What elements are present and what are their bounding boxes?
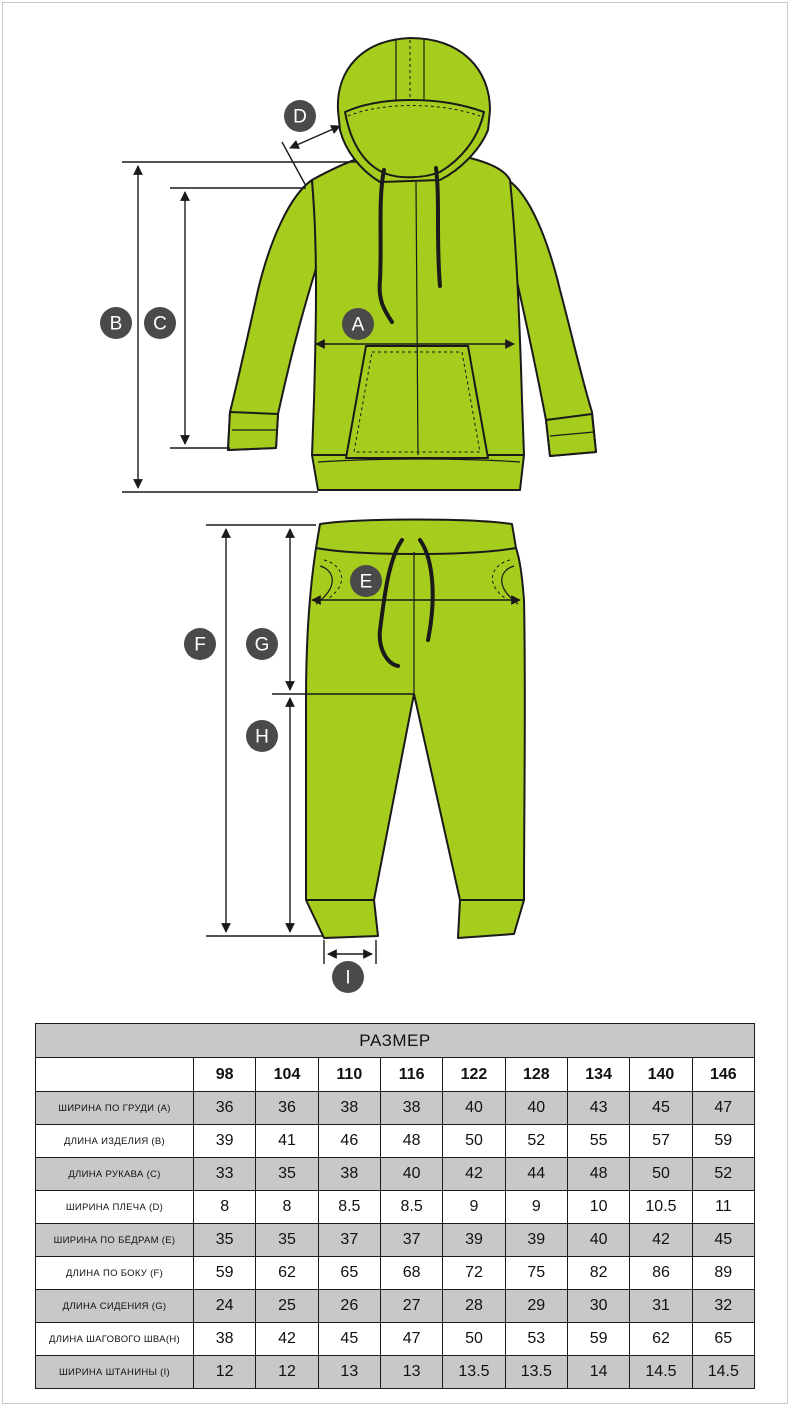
size-header-cell: 110 xyxy=(318,1058,380,1092)
svg-text:I: I xyxy=(345,967,351,989)
size-header-row xyxy=(36,1058,755,1092)
table-cell: 8.5 xyxy=(318,1191,380,1224)
table-cell: 40 xyxy=(567,1224,629,1257)
table-cell: 35 xyxy=(194,1224,256,1257)
row-label: ДЛИНА СИДЕНИЯ (G) xyxy=(36,1290,194,1323)
size-header-cell: 146 xyxy=(692,1058,754,1092)
size-header-cell: 122 xyxy=(443,1058,505,1092)
table-cell: 45 xyxy=(630,1092,692,1125)
table-cell: 10 xyxy=(567,1191,629,1224)
table-cell: 12 xyxy=(194,1356,256,1389)
svg-text:E: E xyxy=(359,571,373,593)
table-cell: 13 xyxy=(318,1356,380,1389)
table-cell: 38 xyxy=(318,1092,380,1125)
table-cell: 50 xyxy=(443,1323,505,1356)
table-cell: 50 xyxy=(630,1158,692,1191)
size-header-cell: 104 xyxy=(256,1058,318,1092)
table-cell: 13 xyxy=(380,1356,442,1389)
size-header-cell: 128 xyxy=(505,1058,567,1092)
table-cell: 59 xyxy=(567,1323,629,1356)
table-row xyxy=(36,1158,755,1191)
pants-right-cuff xyxy=(458,900,524,938)
row-label: ШИРИНА ПО ГРУДИ (A) xyxy=(36,1092,194,1125)
table-cell: 59 xyxy=(194,1257,256,1290)
size-header-cell: 116 xyxy=(380,1058,442,1092)
table-cell: 41 xyxy=(256,1125,318,1158)
row-label: ДЛИНА ПО БОКУ (F) xyxy=(36,1257,194,1290)
table-cell: 55 xyxy=(567,1125,629,1158)
table-cell: 38 xyxy=(318,1158,380,1191)
table-cell: 35 xyxy=(256,1224,318,1257)
hoodie-left-sleeve xyxy=(228,180,318,450)
svg-text:D: D xyxy=(293,106,307,128)
table-cell: 48 xyxy=(380,1125,442,1158)
table-cell: 27 xyxy=(380,1290,442,1323)
hoodie-right-cuff xyxy=(546,414,596,456)
table-cell: 9 xyxy=(505,1191,567,1224)
svg-text:F: F xyxy=(194,634,206,656)
table-cell: 35 xyxy=(256,1158,318,1191)
row-label: ДЛИНА РУКАВА (C) xyxy=(36,1158,194,1191)
svg-text:B: B xyxy=(109,313,123,335)
table-title-row xyxy=(36,1024,755,1058)
table-cell: 50 xyxy=(443,1125,505,1158)
table-cell: 46 xyxy=(318,1125,380,1158)
table-cell: 13.5 xyxy=(443,1356,505,1389)
table-cell: 44 xyxy=(505,1158,567,1191)
table-cell: 38 xyxy=(194,1323,256,1356)
header-blank-cell xyxy=(36,1058,194,1092)
marker-e xyxy=(350,565,382,597)
table-cell: 40 xyxy=(443,1092,505,1125)
table-cell: 24 xyxy=(194,1290,256,1323)
table-cell: 53 xyxy=(505,1323,567,1356)
table-cell: 65 xyxy=(318,1257,380,1290)
table-row xyxy=(36,1323,755,1356)
table-cell: 9 xyxy=(443,1191,505,1224)
table-cell: 32 xyxy=(692,1290,754,1323)
svg-text:G: G xyxy=(254,634,270,656)
table-cell: 37 xyxy=(318,1224,380,1257)
table-cell: 52 xyxy=(692,1158,754,1191)
table-row xyxy=(36,1290,755,1323)
table-cell: 38 xyxy=(380,1092,442,1125)
table-cell: 30 xyxy=(567,1290,629,1323)
marker-h xyxy=(246,720,278,752)
table-row xyxy=(36,1356,755,1389)
svg-text:A: A xyxy=(351,314,365,336)
table-cell: 13.5 xyxy=(505,1356,567,1389)
size-header-cell: 134 xyxy=(567,1058,629,1092)
size-table xyxy=(35,1023,755,1389)
marker-i xyxy=(332,961,364,993)
table-row xyxy=(36,1092,755,1125)
table-row xyxy=(36,1224,755,1257)
svg-text:C: C xyxy=(153,313,167,335)
size-header-cell: 140 xyxy=(630,1058,692,1092)
table-cell: 42 xyxy=(630,1224,692,1257)
table-cell: 59 xyxy=(692,1125,754,1158)
size-header-cell: 98 xyxy=(194,1058,256,1092)
table-cell: 42 xyxy=(256,1323,318,1356)
pants-body xyxy=(306,548,525,900)
row-label: ДЛИНА ИЗДЕЛИЯ (B) xyxy=(36,1125,194,1158)
hoodie-drawing xyxy=(228,38,596,490)
table-cell: 40 xyxy=(380,1158,442,1191)
table-cell: 11 xyxy=(692,1191,754,1224)
table-cell: 57 xyxy=(630,1125,692,1158)
table-cell: 33 xyxy=(194,1158,256,1191)
row-label: ДЛИНА ШАГОВОГО ШВА(H) xyxy=(36,1323,194,1356)
marker-f xyxy=(184,628,216,660)
table-cell: 28 xyxy=(443,1290,505,1323)
row-label: ШИРИНА ПЛЕЧА (D) xyxy=(36,1191,194,1224)
table-cell: 62 xyxy=(630,1323,692,1356)
table-cell: 14.5 xyxy=(692,1356,754,1389)
table-cell: 48 xyxy=(567,1158,629,1191)
marker-b xyxy=(100,307,132,339)
table-cell: 25 xyxy=(256,1290,318,1323)
table-cell: 36 xyxy=(256,1092,318,1125)
table-row xyxy=(36,1257,755,1290)
marker-a xyxy=(342,308,374,340)
table-cell: 62 xyxy=(256,1257,318,1290)
table-cell: 31 xyxy=(630,1290,692,1323)
marker-d xyxy=(284,100,316,132)
row-label: ШИРИНА ПО БЁДРАМ (E) xyxy=(36,1224,194,1257)
table-cell: 12 xyxy=(256,1356,318,1389)
table-cell: 65 xyxy=(692,1323,754,1356)
table-cell: 36 xyxy=(194,1092,256,1125)
table-cell: 8 xyxy=(194,1191,256,1224)
table-cell: 47 xyxy=(692,1092,754,1125)
table-cell: 86 xyxy=(630,1257,692,1290)
table-cell: 42 xyxy=(443,1158,505,1191)
table-cell: 47 xyxy=(380,1323,442,1356)
table-cell: 39 xyxy=(443,1224,505,1257)
pants-drawing xyxy=(306,520,525,939)
hoodie-left-cuff xyxy=(228,412,278,450)
table-cell: 37 xyxy=(380,1224,442,1257)
table-cell: 52 xyxy=(505,1125,567,1158)
table-cell: 82 xyxy=(567,1257,629,1290)
table-cell: 14 xyxy=(567,1356,629,1389)
table-cell: 10.5 xyxy=(630,1191,692,1224)
table-row xyxy=(36,1125,755,1158)
table-cell: 8.5 xyxy=(380,1191,442,1224)
table-cell: 39 xyxy=(194,1125,256,1158)
marker-c xyxy=(144,307,176,339)
table-cell: 68 xyxy=(380,1257,442,1290)
pants-waistband xyxy=(316,520,516,555)
table-cell: 39 xyxy=(505,1224,567,1257)
table-cell: 14.5 xyxy=(630,1356,692,1389)
pants-left-cuff xyxy=(306,900,378,938)
table-cell: 45 xyxy=(318,1323,380,1356)
table-cell: 8 xyxy=(256,1191,318,1224)
table-cell: 72 xyxy=(443,1257,505,1290)
table-cell: 43 xyxy=(567,1092,629,1125)
table-cell: 29 xyxy=(505,1290,567,1323)
marker-g xyxy=(246,628,278,660)
table-cell: 26 xyxy=(318,1290,380,1323)
table-title: РАЗМЕР xyxy=(36,1024,755,1058)
table-cell: 40 xyxy=(505,1092,567,1125)
row-label: ШИРИНА ШТАНИНЫ (I) xyxy=(36,1356,194,1389)
table-row xyxy=(36,1191,755,1224)
table-cell: 45 xyxy=(692,1224,754,1257)
svg-text:H: H xyxy=(255,726,269,748)
table-cell: 75 xyxy=(505,1257,567,1290)
table-cell: 89 xyxy=(692,1257,754,1290)
